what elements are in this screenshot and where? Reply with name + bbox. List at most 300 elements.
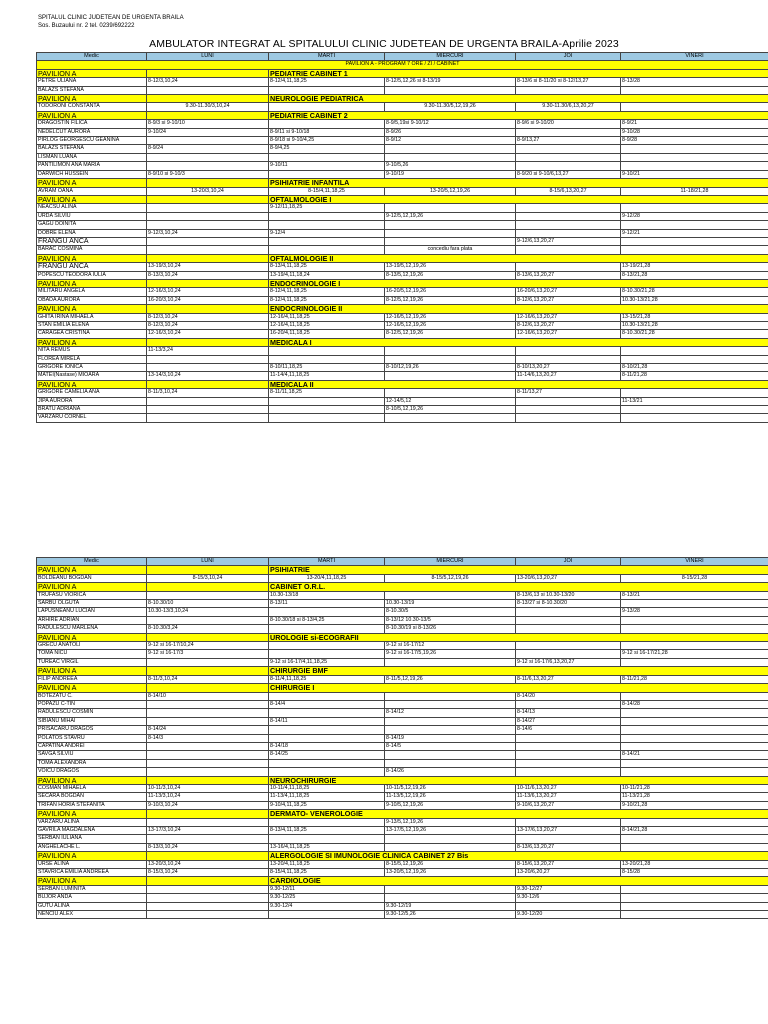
- schedule-cell: 8-15/6,13,20,27: [516, 860, 621, 868]
- section-spacer: [147, 583, 269, 591]
- schedule-cell: [269, 212, 385, 220]
- pavilion-label: PAVILION A: [37, 111, 147, 119]
- schedule-cell: 8-14/3: [147, 734, 269, 742]
- schedule-cell: 8-9/18 si 9-10/4,25: [269, 137, 385, 145]
- schedule-cell: 9-12 si 16-17/3: [147, 650, 269, 658]
- doctor-name: COSMAN MIHAELA: [37, 784, 147, 792]
- schedule-cell: [147, 591, 269, 599]
- schedule-cell: [385, 692, 516, 700]
- schedule-cell: [621, 818, 768, 826]
- schedule-cell: 13-16/4,11,18,25: [269, 843, 385, 851]
- schedule-cell: [269, 726, 385, 734]
- table-row: [37, 658, 768, 666]
- schedule-cell: 9.30-12/19: [385, 902, 516, 910]
- schedule-cell: 11-14/4,11,18,25: [269, 372, 385, 380]
- schedule-cell: 8-10/13,20,27: [516, 364, 621, 372]
- doctor-name: PETRE ULIANA: [37, 78, 147, 86]
- schedule-cell: 8-10/11,18,25: [269, 364, 385, 372]
- table-row: [37, 726, 768, 734]
- schedule-cell: 9-12 si 16-17/10,24: [147, 642, 269, 650]
- schedule-cell: [269, 414, 385, 422]
- hospital-address: Sos. Buzaului nr. 2 tel. 0239/692222: [38, 23, 135, 29]
- table-row: [37, 835, 768, 843]
- schedule-cell: 8-10.30/19 si 8-13/26: [385, 625, 516, 633]
- schedule-cell: [621, 658, 768, 666]
- section-title: OFTALMOLOGIE I: [269, 195, 768, 203]
- schedule-cell: 13-17/3,10,24: [147, 827, 269, 835]
- doctor-name: AVRAM OANA: [37, 187, 147, 195]
- table-row: [37, 650, 768, 658]
- table-row: [37, 860, 768, 868]
- schedule-cell: 8-10.30/10: [147, 600, 269, 608]
- table-row: [37, 843, 768, 851]
- table-row: [37, 288, 768, 296]
- schedule-cell: [385, 229, 516, 237]
- schedule-cell: 8-11/6,13,20,27: [516, 675, 621, 683]
- section-title: MEDICALA I: [269, 338, 768, 346]
- schedule-cell: 8-13/4,11,18,25: [269, 827, 385, 835]
- table-row: [37, 271, 768, 279]
- schedule-cell: 11-13/3,24: [147, 347, 269, 355]
- table-row: [37, 827, 768, 835]
- doctor-name: ARHIRE ADRIAN: [37, 616, 147, 624]
- schedule-cell: 8-9/26: [385, 128, 516, 136]
- schedule-cell: [385, 885, 516, 893]
- schedule-cell: 8-10/12,19,26: [385, 364, 516, 372]
- schedule-cell: [621, 759, 768, 767]
- schedule-note: concediu fara plata: [385, 246, 516, 254]
- table-row: [37, 204, 768, 212]
- doctor-name: FILIP ANDREEA: [37, 675, 147, 683]
- table-row: [37, 120, 768, 128]
- schedule-cell: 9-12/21: [621, 229, 768, 237]
- doctor-name: SERBAN IULIANA: [37, 835, 147, 843]
- doctor-name: BARAC COSMINA: [37, 246, 147, 254]
- schedule-cell: [269, 650, 385, 658]
- schedule-cell: 13-19/4,11,18,24: [269, 271, 385, 279]
- schedule-cell: [516, 355, 621, 363]
- schedule-cell: 9.30-11.30/6,13,20,27: [516, 103, 621, 111]
- table-row: [37, 128, 768, 136]
- schedule-cell: 13-20/3,10,24: [147, 860, 269, 868]
- schedule-cell: [269, 709, 385, 717]
- schedule-cell: 8-9/11 si 9-10/18: [269, 128, 385, 136]
- schedule-cell: [516, 263, 621, 271]
- schedule-cell: 8-14/5: [385, 742, 516, 750]
- schedule-cell: [516, 734, 621, 742]
- schedule-cell: 8-13/12 10.30-13/5: [385, 616, 516, 624]
- section-header-row: [37, 179, 768, 187]
- section-header-row: [37, 633, 768, 641]
- schedule-cell: [269, 397, 385, 405]
- schedule-cell: [147, 700, 269, 708]
- schedule-cell: [621, 246, 768, 254]
- section-header-row: [37, 338, 768, 346]
- table-row: [37, 751, 768, 759]
- table-row: [37, 784, 768, 792]
- schedule-cell: [269, 642, 385, 650]
- doctor-name: BOLDEANU BOGDAN: [37, 574, 147, 582]
- schedule-cell: 8-15/4,11,18,25: [269, 869, 385, 877]
- schedule-cell: 9.30-11.30/3,10,24: [147, 103, 269, 111]
- schedule-cell: 8-9/12: [385, 137, 516, 145]
- section-spacer: [147, 852, 269, 860]
- schedule-cell: [516, 406, 621, 414]
- table-row: [37, 675, 768, 683]
- schedule-cell: [385, 372, 516, 380]
- schedule-cell: [147, 759, 269, 767]
- schedule-cell: 13-20/4,11,18,25: [269, 574, 385, 582]
- section-header-row: [37, 111, 768, 119]
- schedule-cell: [516, 414, 621, 422]
- doctor-name: FLOREA MIRELA: [37, 355, 147, 363]
- schedule-cell: 8-14/20: [516, 692, 621, 700]
- schedule-cell: 9.30-12/5,26: [385, 911, 516, 919]
- schedule-cell: [621, 734, 768, 742]
- doctor-name: NEACSU ALINA: [37, 204, 147, 212]
- schedule-cell: 8-14/25: [269, 751, 385, 759]
- schedule-cell: 8-11/4,11,18,25: [269, 675, 385, 683]
- pavilion-label: PAVILION A: [37, 566, 147, 574]
- schedule-cell: 8-14/13: [516, 709, 621, 717]
- pavilion-label: PAVILION A: [37, 305, 147, 313]
- doctor-name: TUREAC VIRGIL: [37, 658, 147, 666]
- section-title: CHIRURGIE BMF: [269, 667, 768, 675]
- schedule-cell: 9-12/6,13,20,27: [516, 237, 621, 245]
- schedule-cell: 11-13/21,28: [621, 793, 768, 801]
- schedule-cell: 8-9/13,27: [516, 137, 621, 145]
- schedule-cell: [385, 153, 516, 161]
- column-header: Medic: [37, 53, 147, 61]
- schedule-cell: 8-14/28: [621, 700, 768, 708]
- table-row: [37, 229, 768, 237]
- schedule-cell: 8-10.30/21,28: [621, 330, 768, 338]
- doctor-name: STAN EMILIA ELENA: [37, 322, 147, 330]
- schedule-cell: 12-16/3,10,24: [147, 288, 269, 296]
- doctor-name: TRUFASU VIORICA: [37, 591, 147, 599]
- schedule-cell: 9-13/28: [621, 608, 768, 616]
- doctor-name: NITA REMUS: [37, 347, 147, 355]
- schedule-cell: 8-15/3,10,24: [147, 574, 269, 582]
- schedule-cell: 13-20/21,28: [621, 860, 768, 868]
- schedule-cell: [269, 818, 385, 826]
- schedule-cell: 8-13/6,13 si 10.30-13/20: [516, 591, 621, 599]
- schedule-cell: [385, 751, 516, 759]
- schedule-cell: 9-10/5,26: [385, 162, 516, 170]
- schedule-cell: 8-13/28: [621, 78, 768, 86]
- section-title: PEDIATRIE CABINET 1: [269, 69, 768, 77]
- section-spacer: [147, 633, 269, 641]
- table-row: [37, 364, 768, 372]
- table-row: [37, 692, 768, 700]
- schedule-cell: 8-11/5,12,19,26: [385, 675, 516, 683]
- schedule-cell: [516, 642, 621, 650]
- schedule-cell: [621, 894, 768, 902]
- schedule-cell: 8-11/13,27: [516, 389, 621, 397]
- schedule-cell: [516, 650, 621, 658]
- schedule-cell: 9-10/3,10,24: [147, 801, 269, 809]
- schedule-cell: 12-16/5,12,19,26: [385, 322, 516, 330]
- schedule-cell: 8-14/12: [385, 709, 516, 717]
- schedule-cell: 11-13/5,12,19,26: [385, 793, 516, 801]
- column-header: LUNI: [147, 53, 269, 61]
- schedule-cell: 9.30-12/27: [516, 885, 621, 893]
- doctor-name: SIBIANU MIHAI: [37, 717, 147, 725]
- section-header-row: [37, 684, 768, 692]
- schedule-cell: 8-13/27 si 8-10.30/20: [516, 600, 621, 608]
- schedule-cell: [269, 103, 385, 111]
- schedule-cell: 8-13/21,28: [621, 271, 768, 279]
- schedule-cell: 16-20/5,12,19,26: [385, 288, 516, 296]
- schedule-cell: [516, 246, 621, 254]
- schedule-cell: 9.30-12/20: [516, 911, 621, 919]
- table-row: [37, 600, 768, 608]
- schedule-cell: [385, 389, 516, 397]
- schedule-cell: 8-13/6,13,20,27: [516, 843, 621, 851]
- pavilion-label: PAVILION A: [37, 179, 147, 187]
- schedule-cell: 8-12/3,10,24: [147, 313, 269, 321]
- section-spacer: [147, 305, 269, 313]
- schedule-cell: 8-14/18: [269, 742, 385, 750]
- schedule-cell: 8-10/5,12,19,26: [385, 406, 516, 414]
- section-spacer: [147, 684, 269, 692]
- schedule-cell: [621, 835, 768, 843]
- section-title: NEUROCHIRURGIE: [269, 776, 768, 784]
- pavilion-label: PAVILION A: [37, 776, 147, 784]
- schedule-cell: [147, 616, 269, 624]
- pavilion-label: PAVILION A: [37, 95, 147, 103]
- doctor-name: BOTEZATU C.: [37, 692, 147, 700]
- schedule-cell: [147, 894, 269, 902]
- table-row: [37, 355, 768, 363]
- program-subtitle-row: [37, 61, 768, 69]
- section-header-row: [37, 305, 768, 313]
- table-row: [37, 296, 768, 304]
- schedule-cell: [516, 751, 621, 759]
- schedule-cell: 8-12/6,13,20,27: [516, 322, 621, 330]
- schedule-cell: 8-11/3,10,24: [147, 675, 269, 683]
- schedule-cell: 8-10.30/3,24: [147, 625, 269, 633]
- schedule-cell: [385, 700, 516, 708]
- doctor-name: RADULESCU MARLENA: [37, 625, 147, 633]
- schedule-cell: [147, 818, 269, 826]
- table-row: [37, 574, 768, 582]
- schedule-cell: [516, 742, 621, 750]
- schedule-cell: 13-19/21,28: [621, 263, 768, 271]
- table-row: [37, 330, 768, 338]
- schedule-cell: 10-11/5,12,19,26: [385, 784, 516, 792]
- schedule-cell: 9-12 si 16-17/6,13,20,27: [516, 658, 621, 666]
- schedule-cell: [621, 145, 768, 153]
- column-header: MARTI: [269, 53, 385, 61]
- schedule-cell: 9-10/19: [385, 170, 516, 178]
- schedule-cell: 9-12/4: [269, 229, 385, 237]
- column-header: MARTI: [269, 558, 385, 566]
- doctor-name: BALAZS STEFANA: [37, 145, 147, 153]
- section-header-row: [37, 583, 768, 591]
- schedule-cell: [621, 103, 768, 111]
- table-row: [37, 902, 768, 910]
- table-row: [37, 406, 768, 414]
- table-row: [37, 768, 768, 776]
- schedule-cell: [516, 212, 621, 220]
- section-title: ENDOCRINOLOGIE I: [269, 279, 768, 287]
- doctor-name: CARAGEA CRISTINA: [37, 330, 147, 338]
- doctor-name: PANTILIMON ANA MARIA: [37, 162, 147, 170]
- schedule-cell: 8-11/11,18,25: [269, 389, 385, 397]
- schedule-cell: 12-14/5,12: [385, 397, 516, 405]
- schedule-cell: 10-11/21,28: [621, 784, 768, 792]
- schedule-cell: [385, 843, 516, 851]
- schedule-cell: [269, 347, 385, 355]
- schedule-cell: 12-16/5,12,19,26: [385, 313, 516, 321]
- section-spacer: [147, 566, 269, 574]
- table-row: [37, 137, 768, 145]
- schedule-cell: 8-9/10 si 9-10/3: [147, 170, 269, 178]
- pavilion-label: PAVILION A: [37, 195, 147, 203]
- schedule-cell: [147, 709, 269, 717]
- schedule-cell: 8-11/21,28: [621, 675, 768, 683]
- schedule-cell: 10-11/6,13,20,27: [516, 784, 621, 792]
- schedule-cell: [269, 768, 385, 776]
- schedule-cell: [269, 355, 385, 363]
- doctor-name: OBADA AURORA: [37, 296, 147, 304]
- schedule-cell: [621, 389, 768, 397]
- schedule-cell: [147, 751, 269, 759]
- section-header-row: [37, 195, 768, 203]
- schedule-cell: [621, 742, 768, 750]
- table-row: [37, 246, 768, 254]
- doctor-name: VARZARU CORNEL: [37, 414, 147, 422]
- schedule-cell: 11-13/3,10,24: [147, 793, 269, 801]
- schedule-cell: 13-20/4,11,18,25: [269, 860, 385, 868]
- schedule-cell: 8-12/3,10,24: [147, 78, 269, 86]
- schedule-cell: 13-15/21,28: [621, 313, 768, 321]
- schedule-cell: [516, 768, 621, 776]
- schedule-cell: [269, 911, 385, 919]
- schedule-cell: [147, 902, 269, 910]
- doctor-name: SERBAN LUMINITA: [37, 885, 147, 893]
- schedule-cell: 13-20/6,13,20,27: [516, 574, 621, 582]
- doctor-name: ANGHELACHE L.: [37, 843, 147, 851]
- column-header-row: [37, 558, 768, 566]
- schedule-cell: [621, 162, 768, 170]
- schedule-cell: 8-12/3,10,24: [147, 322, 269, 330]
- schedule-cell: [516, 759, 621, 767]
- table-row: [37, 414, 768, 422]
- schedule-cell: 8-14/21: [621, 751, 768, 759]
- section-spacer: [147, 69, 269, 77]
- schedule-cell: 13-14/3,10,24: [147, 372, 269, 380]
- doctor-name: GAVRILA MAGDALENA: [37, 827, 147, 835]
- section-title: CHIRURGIE I: [269, 684, 768, 692]
- schedule-cell: 10.30-13/3,10,24: [147, 608, 269, 616]
- schedule-cell: 11-13/4,11,18,25: [269, 793, 385, 801]
- section-spacer: [147, 338, 269, 346]
- table-row: [37, 894, 768, 902]
- schedule-cell: 8-15/5,12,19,26: [385, 860, 516, 868]
- schedule-cell: [385, 221, 516, 229]
- pavilion-label: PAVILION A: [37, 852, 147, 860]
- schedule-cell: 8-12/5,12,19,26: [385, 296, 516, 304]
- schedule-cell: [621, 237, 768, 245]
- schedule-cell: 12-16/6,13,20,27: [516, 330, 621, 338]
- table-row: [37, 869, 768, 877]
- schedule-cell: 9-12/5,12,19,26: [385, 212, 516, 220]
- schedule-cell: [147, 221, 269, 229]
- schedule-cell: [147, 364, 269, 372]
- schedule-cell: [269, 759, 385, 767]
- schedule-cell: 9-10/21: [621, 170, 768, 178]
- schedule-cell: [269, 835, 385, 843]
- schedule-cell: [269, 734, 385, 742]
- schedule-cell: 9.30-12/4: [269, 902, 385, 910]
- doctor-name: CAPATINA ANDREI: [37, 742, 147, 750]
- table-row: [37, 322, 768, 330]
- section-title: PSIHIATRIE INFANTILA: [269, 179, 768, 187]
- doctor-name: URSE ALINA: [37, 860, 147, 868]
- column-header: VINERI: [621, 558, 768, 566]
- schedule-cell: 9-10/24: [147, 128, 269, 136]
- schedule-cell: 8-14/24: [147, 726, 269, 734]
- table-row: [37, 742, 768, 750]
- schedule-cell: 9-12 si 16-17/21,28: [621, 650, 768, 658]
- schedule-cell: [385, 717, 516, 725]
- schedule-cell: [147, 414, 269, 422]
- table-row: [37, 212, 768, 220]
- schedule-cell: 8-13/4,11,18,25: [269, 263, 385, 271]
- schedule-cell: 8-13/6,13,20,27: [516, 271, 621, 279]
- section-spacer: [147, 254, 269, 262]
- schedule-cell: [621, 911, 768, 919]
- schedule-cell: [621, 406, 768, 414]
- schedule-cell: 8-15/28: [621, 869, 768, 877]
- schedule-cell: 13-20/5,12,19,26: [385, 869, 516, 877]
- table-row: [37, 86, 768, 94]
- doctor-name: SECARA BOGDAN: [37, 793, 147, 801]
- table-row: [37, 221, 768, 229]
- schedule-cell: [147, 86, 269, 94]
- schedule-cell: 10.30-13/21,28: [621, 322, 768, 330]
- schedule-cell: 11-14/6,13,20,27: [516, 372, 621, 380]
- schedule-cell: [516, 835, 621, 843]
- schedule-cell: 8-15/21,28: [621, 574, 768, 582]
- section-title: CARDIOLOGIE: [269, 877, 768, 885]
- schedule-cell: 13-20/3,10,24: [147, 187, 269, 195]
- doctor-name: TOMA ALEXANDRA: [37, 759, 147, 767]
- schedule-cell: 8-15/3,10,24: [147, 869, 269, 877]
- schedule-table-1: [36, 52, 768, 423]
- section-title: ALERGOLOGIE SI IMUNOLOGIE CLINICA CABINET 27 Bis: [269, 852, 768, 860]
- schedule-cell: 8-10.30/18 si 8-13/4,25: [269, 616, 385, 624]
- schedule-cell: 10-11/3,10,24: [147, 784, 269, 792]
- section-title: PEDIATRIE CABINET 2: [269, 111, 768, 119]
- schedule-cell: [269, 86, 385, 94]
- schedule-cell: [269, 153, 385, 161]
- section-title: MEDICALA II: [269, 380, 768, 388]
- doctor-name: URDA SILVIU: [37, 212, 147, 220]
- section-title: ENDOCRINOLOGIE II: [269, 305, 768, 313]
- schedule-cell: 8-13/5,12,19,26: [385, 271, 516, 279]
- schedule-cell: 9-12/3,10,24: [147, 229, 269, 237]
- schedule-cell: 16-20/3,10,24: [147, 296, 269, 304]
- schedule-cell: [385, 204, 516, 212]
- column-header: MIERCURI: [385, 53, 516, 61]
- schedule-cell: [621, 221, 768, 229]
- schedule-cell: [147, 212, 269, 220]
- table-row: [37, 103, 768, 111]
- column-header: Medic: [37, 558, 147, 566]
